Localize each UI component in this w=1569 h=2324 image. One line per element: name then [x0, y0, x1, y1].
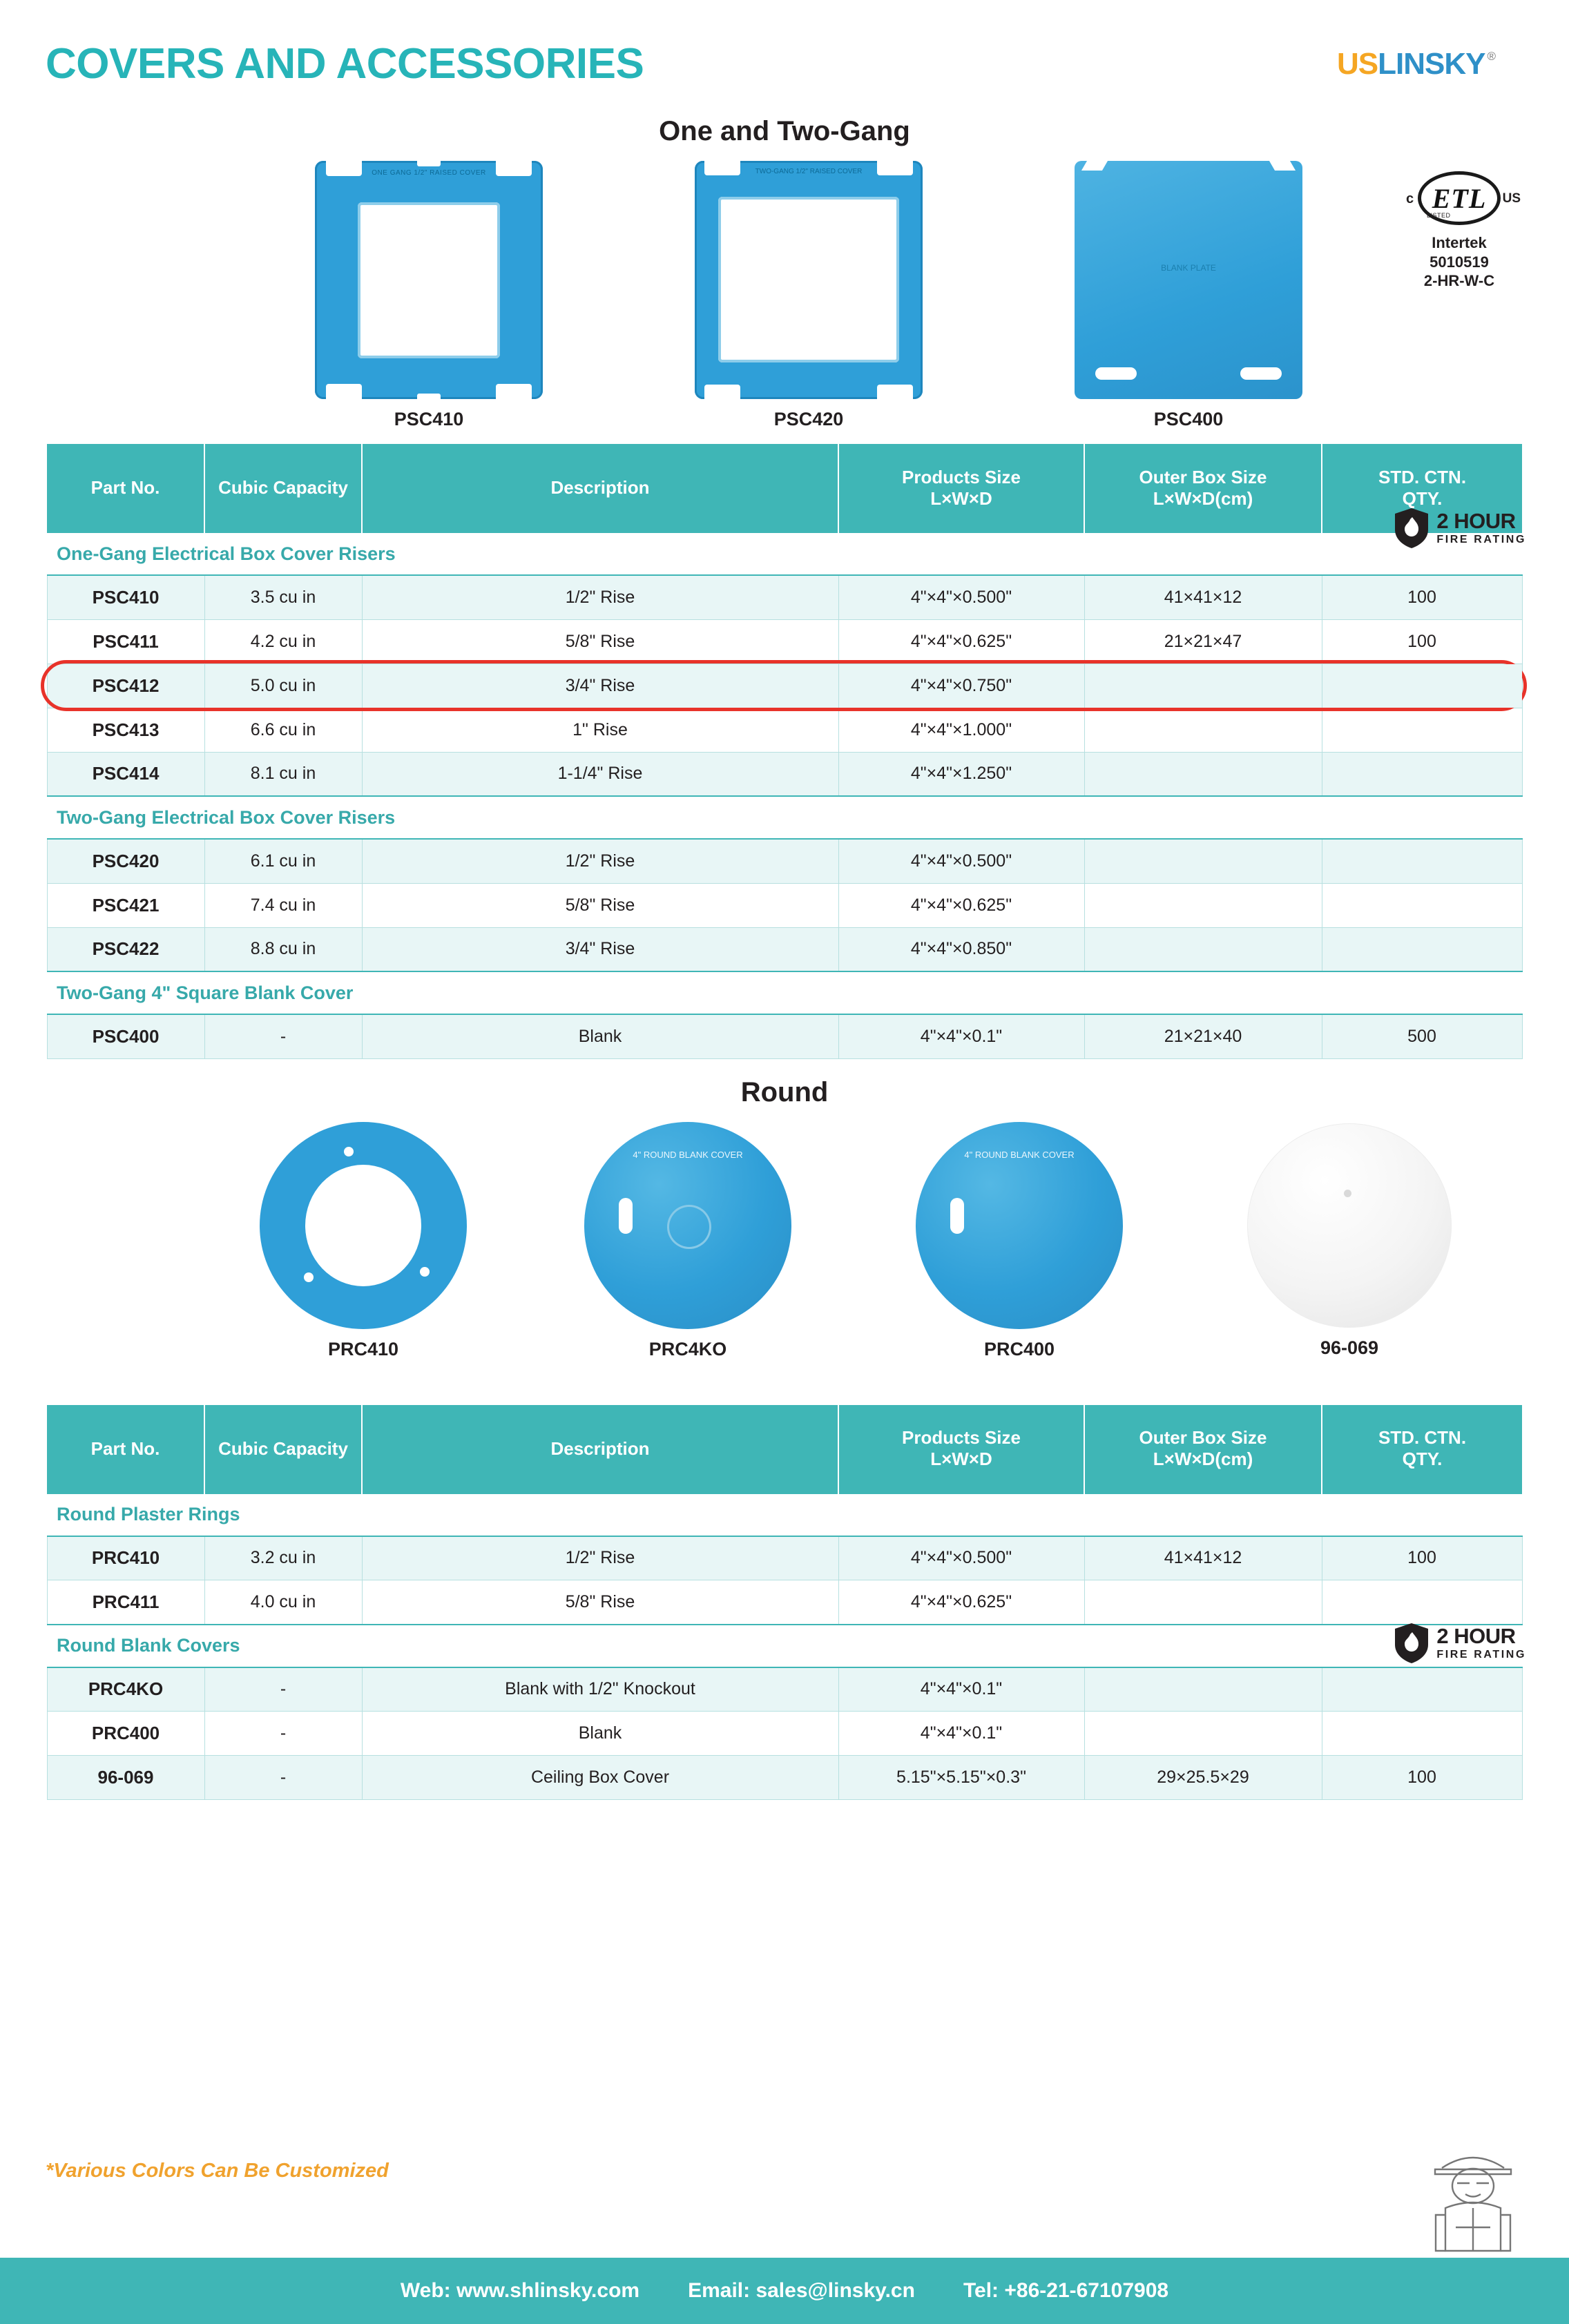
table-group-header	[47, 1625, 1522, 1667]
table-header-row	[47, 444, 1522, 532]
product-label-psc400: PSC400	[1153, 409, 1224, 429]
logo-text-us: US	[1336, 47, 1378, 81]
cell-outer-box-size: 41×41×12	[1084, 1536, 1322, 1580]
table-row	[47, 1756, 1522, 1800]
slot-icon	[950, 1198, 964, 1234]
cell-cubic-capacity: -	[204, 1667, 362, 1712]
cell-description: 5/8" Rise	[362, 1580, 838, 1625]
cell-description: 1/2" Rise	[362, 839, 838, 883]
cell-products-size: 4"×4"×0.850"	[838, 927, 1084, 971]
section-title-one-two-gang: One and Two-Gang	[659, 116, 910, 146]
notch-icon	[417, 157, 441, 166]
fire-rating-text-top	[1436, 510, 1526, 546]
cell-part-no: PRC4KO	[47, 1667, 204, 1712]
slot-icon	[1240, 367, 1282, 380]
cell-std-ctn-qty: 500	[1322, 1014, 1522, 1058]
screw-hole-icon	[304, 1272, 314, 1282]
column-part-no: Part No.	[47, 444, 204, 532]
cell-cubic-capacity: 7.4 cu in	[204, 883, 362, 927]
table-group-label: Round Blank Covers	[47, 1625, 1522, 1667]
cell-outer-box-size	[1084, 883, 1322, 927]
cell-std-ctn-qty: 100	[1322, 575, 1522, 619]
cell-products-size: 4"×4"×0.1"	[838, 1712, 1084, 1756]
cell-cubic-capacity: 4.2 cu in	[204, 619, 362, 664]
cell-outer-box-size	[1084, 1712, 1322, 1756]
cell-description: 5/8" Rise	[362, 883, 838, 927]
cell-description: 1/2" Rise	[362, 575, 838, 619]
cell-products-size: 4"×4"×0.500"	[838, 575, 1084, 619]
corner-cut-icon	[1269, 161, 1296, 171]
cell-description: Ceiling Box Cover	[362, 1756, 838, 1800]
cell-cubic-capacity: 6.1 cu in	[204, 839, 362, 883]
cell-outer-box-size	[1084, 1580, 1322, 1625]
table-group-header	[47, 796, 1522, 839]
cell-cubic-capacity: -	[204, 1014, 362, 1058]
registered-trademark-icon: ®	[1487, 50, 1496, 63]
ceiling-box-cover-image	[1247, 1123, 1452, 1328]
cell-part-no: PRC411	[47, 1580, 204, 1625]
etl-mark-icon	[1406, 171, 1521, 225]
product-images-round	[142, 1115, 1427, 1405]
cell-products-size: 4"×4"×0.625"	[838, 1580, 1084, 1625]
worker-mascot-icon	[1414, 2131, 1532, 2255]
column-part-no: Part No.	[47, 1405, 204, 1493]
cell-cubic-capacity: 3.5 cu in	[204, 575, 362, 619]
mount-tab-icon	[326, 157, 362, 176]
cell-cubic-capacity: -	[204, 1756, 362, 1800]
cell-description: 3/4" Rise	[362, 664, 838, 708]
product-figure-96-069	[1247, 1123, 1452, 1359]
cell-products-size: 4"×4"×0.625"	[838, 883, 1084, 927]
product-images-one-two-gang	[142, 154, 1427, 444]
mount-tab-icon	[496, 384, 532, 403]
fire-rating-badge-bottom	[1394, 1623, 1526, 1664]
cell-std-ctn-qty	[1322, 708, 1522, 752]
customization-note: *Various Colors Can Be Customized	[46, 2160, 389, 2182]
etl-c-mark: c	[1406, 191, 1414, 206]
cell-products-size: 4"×4"×1.250"	[838, 752, 1084, 796]
cell-part-no: PSC420	[47, 839, 204, 883]
column-cubic-capacity: Cubic Capacity	[204, 1405, 362, 1493]
etl-us-mark: US	[1502, 191, 1521, 206]
table-group-label: Two-Gang Electrical Box Cover Risers	[47, 796, 1522, 839]
cell-std-ctn-qty	[1322, 664, 1522, 708]
section-title-round: Round	[740, 1076, 829, 1107]
two-gang-riser-image	[695, 161, 923, 399]
cell-description: 3/4" Rise	[362, 927, 838, 971]
product-figure-psc420	[695, 161, 923, 430]
cell-description: 1/2" Rise	[362, 1536, 838, 1580]
column-cubic-capacity: Cubic Capacity	[204, 444, 362, 532]
cell-outer-box-size	[1084, 708, 1322, 752]
cell-products-size: 4"×4"×0.625"	[838, 619, 1084, 664]
round-plaster-ring-image	[260, 1122, 467, 1329]
screw-hole-icon	[420, 1267, 430, 1277]
product-figure-prc410	[260, 1122, 467, 1360]
cell-outer-box-size	[1084, 927, 1322, 971]
slot-icon	[1095, 367, 1137, 380]
cell-cubic-capacity: -	[204, 1712, 362, 1756]
cell-part-no: PSC410	[47, 575, 204, 619]
mount-tab-icon	[704, 385, 740, 403]
fire-rating-hours: 2 HOUR	[1436, 1624, 1516, 1648]
mount-tab-icon	[877, 385, 913, 403]
product-label-prc410: PRC410	[327, 1338, 399, 1359]
fire-rating-hours: 2 HOUR	[1436, 509, 1516, 533]
footer-web[interactable]: Web: www.shlinsky.com	[400, 2279, 640, 2302]
cell-outer-box-size	[1084, 752, 1322, 796]
column-std-ctn-qty: STD. CTN. QTY.	[1322, 1405, 1522, 1493]
column-outer-box-size: Outer Box Size L×W×D(cm)	[1084, 444, 1322, 532]
cell-description: 5/8" Rise	[362, 619, 838, 664]
company-logo	[1337, 47, 1496, 81]
table-group-header	[47, 971, 1522, 1014]
product-label-prc400: PRC400	[983, 1338, 1055, 1359]
square-blank-cover-image	[1075, 161, 1302, 399]
footer-tel[interactable]: Tel: +86-21-67107908	[963, 2279, 1169, 2302]
table-group-header	[47, 1493, 1522, 1536]
cell-std-ctn-qty	[1322, 1712, 1522, 1756]
cell-std-ctn-qty	[1322, 839, 1522, 883]
product-figure-prc400	[916, 1122, 1123, 1360]
spec-table-one-two-gang	[47, 444, 1523, 1059]
two-gang-riser-caption: TWO-GANG 1/2" RAISED COVER	[755, 168, 863, 175]
mount-tab-icon	[326, 384, 362, 403]
etl-line-number: 5010519	[1430, 253, 1489, 271]
table-row	[47, 1580, 1522, 1625]
cell-description: Blank	[362, 1712, 838, 1756]
table-row	[47, 1536, 1522, 1580]
cell-part-no: PSC413	[47, 708, 204, 752]
column-products-size: Products Size L×W×D	[838, 444, 1084, 532]
cell-outer-box-size: 21×21×40	[1084, 1014, 1322, 1058]
product-figure-psc410	[315, 161, 543, 430]
fire-shield-icon	[1394, 507, 1430, 549]
fire-rating-text-bottom	[1436, 1625, 1526, 1661]
cell-description: 1" Rise	[362, 708, 838, 752]
fire-rating-label: FIRE RATING	[1436, 1649, 1526, 1660]
cell-products-size: 4"×4"×1.000"	[838, 708, 1084, 752]
cell-cubic-capacity: 4.0 cu in	[204, 1580, 362, 1625]
product-label-psc420: PSC420	[773, 409, 844, 429]
screw-hole-icon	[1344, 1190, 1351, 1197]
one-gang-riser-caption: ONE GANG 1/2" RAISED COVER	[372, 169, 486, 177]
cell-products-size: 4"×4"×0.1"	[838, 1667, 1084, 1712]
table-row	[47, 752, 1522, 796]
table-group-label: Round Plaster Rings	[47, 1493, 1522, 1536]
cell-cubic-capacity: 3.2 cu in	[204, 1536, 362, 1580]
table-group-header	[47, 532, 1522, 575]
cell-std-ctn-qty	[1322, 1580, 1522, 1625]
cell-std-ctn-qty	[1322, 927, 1522, 971]
product-label-prc4ko: PRC4KO	[648, 1338, 727, 1359]
column-outer-box-size: Outer Box Size L×W×D(cm)	[1084, 1405, 1322, 1493]
cell-part-no: PSC421	[47, 883, 204, 927]
round-blank-knockout-caption: 4" ROUND BLANK COVER	[633, 1149, 743, 1160]
table-row	[47, 883, 1522, 927]
fire-shield-icon	[1394, 1623, 1430, 1664]
cell-cubic-capacity: 6.6 cu in	[204, 708, 362, 752]
logo-text-linsky: LINSKY	[1378, 47, 1485, 81]
product-figure-psc400	[1075, 161, 1302, 430]
round-blank-knockout-image	[584, 1122, 791, 1329]
cell-products-size: 4"×4"×0.500"	[838, 1536, 1084, 1580]
table-row	[47, 619, 1522, 664]
mount-tab-icon	[877, 157, 913, 175]
etl-listed-text: LISTED	[1427, 212, 1451, 219]
table-group-label: One-Gang Electrical Box Cover Risers	[47, 532, 1522, 575]
cell-std-ctn-qty	[1322, 752, 1522, 796]
square-blank-cover-caption: BLANK PLATE	[1161, 263, 1216, 273]
cell-part-no: PSC412	[47, 664, 204, 708]
table-row	[47, 708, 1522, 752]
slot-icon	[619, 1198, 633, 1234]
cell-cubic-capacity: 8.8 cu in	[204, 927, 362, 971]
product-label-psc410: PSC410	[394, 409, 464, 429]
cell-outer-box-size	[1084, 1667, 1322, 1712]
etl-line-intertek: Intertek	[1432, 234, 1487, 251]
cell-outer-box-size: 41×41×12	[1084, 575, 1322, 619]
cell-std-ctn-qty	[1322, 883, 1522, 927]
cell-products-size: 5.15"×5.15"×0.3"	[838, 1756, 1084, 1800]
footer-email[interactable]: Email: sales@linsky.cn	[688, 2279, 915, 2302]
cell-description: Blank with 1/2" Knockout	[362, 1667, 838, 1712]
cell-products-size: 4"×4"×0.500"	[838, 839, 1084, 883]
cell-std-ctn-qty: 100	[1322, 1536, 1522, 1580]
cell-part-no: PRC400	[47, 1712, 204, 1756]
table-row	[47, 1014, 1522, 1058]
cell-part-no: PSC400	[47, 1014, 204, 1058]
cell-outer-box-size	[1084, 664, 1322, 708]
notch-icon	[417, 394, 441, 403]
knockout-icon	[667, 1205, 711, 1249]
cell-part-no: PRC410	[47, 1536, 204, 1580]
column-std-ctn-qty: STD. CTN. QTY.	[1322, 444, 1522, 532]
mount-tab-icon	[704, 157, 740, 175]
etl-line-rating: 2-HR-W-C	[1423, 272, 1495, 289]
table-group-label: Two-Gang 4" Square Blank Cover	[47, 971, 1522, 1014]
cell-products-size: 4"×4"×0.1"	[838, 1014, 1084, 1058]
cell-cubic-capacity: 8.1 cu in	[204, 752, 362, 796]
cell-description: Blank	[362, 1014, 838, 1058]
table-row	[47, 1712, 1522, 1756]
cell-cubic-capacity: 5.0 cu in	[204, 664, 362, 708]
column-products-size: Products Size L×W×D	[838, 1405, 1084, 1493]
round-blank-cover-caption: 4" ROUND BLANK COVER	[964, 1149, 1075, 1160]
table-row	[47, 664, 1522, 708]
cell-outer-box-size: 29×25.5×29	[1084, 1756, 1322, 1800]
cell-std-ctn-qty: 100	[1322, 1756, 1522, 1800]
screw-hole-icon	[344, 1147, 354, 1156]
fire-rating-badge-top	[1394, 507, 1526, 549]
cell-products-size: 4"×4"×0.750"	[838, 664, 1084, 708]
one-gang-riser-image	[315, 161, 543, 399]
mount-tab-icon	[496, 157, 532, 176]
table-row	[47, 1667, 1522, 1712]
corner-cut-icon	[1081, 161, 1108, 171]
cell-outer-box-size	[1084, 839, 1322, 883]
footer-contact-bar	[0, 2258, 1569, 2324]
cell-part-no: 96-069	[47, 1756, 204, 1800]
fire-rating-label: FIRE RATING	[1436, 534, 1526, 545]
page-header	[39, 0, 1530, 104]
column-description: Description	[362, 444, 838, 532]
column-description: Description	[362, 1405, 838, 1493]
table-header-row	[47, 1405, 1522, 1493]
table-row	[47, 927, 1522, 971]
etl-mark-text: ETL	[1432, 182, 1487, 214]
table-row	[47, 839, 1522, 883]
product-label-96-069: 96-069	[1320, 1337, 1379, 1358]
cell-std-ctn-qty	[1322, 1667, 1522, 1712]
product-figure-prc4ko	[584, 1122, 791, 1360]
spec-table-round	[47, 1405, 1523, 1801]
round-blank-cover-image	[916, 1122, 1123, 1329]
cell-outer-box-size: 21×21×47	[1084, 619, 1322, 664]
cell-part-no: PSC411	[47, 619, 204, 664]
table-row	[47, 575, 1522, 619]
cell-part-no: PSC414	[47, 752, 204, 796]
cell-description: 1-1/4" Rise	[362, 752, 838, 796]
cell-part-no: PSC422	[47, 927, 204, 971]
page-title: COVERS AND ACCESSORIES	[46, 40, 644, 88]
cell-std-ctn-qty: 100	[1322, 619, 1522, 664]
